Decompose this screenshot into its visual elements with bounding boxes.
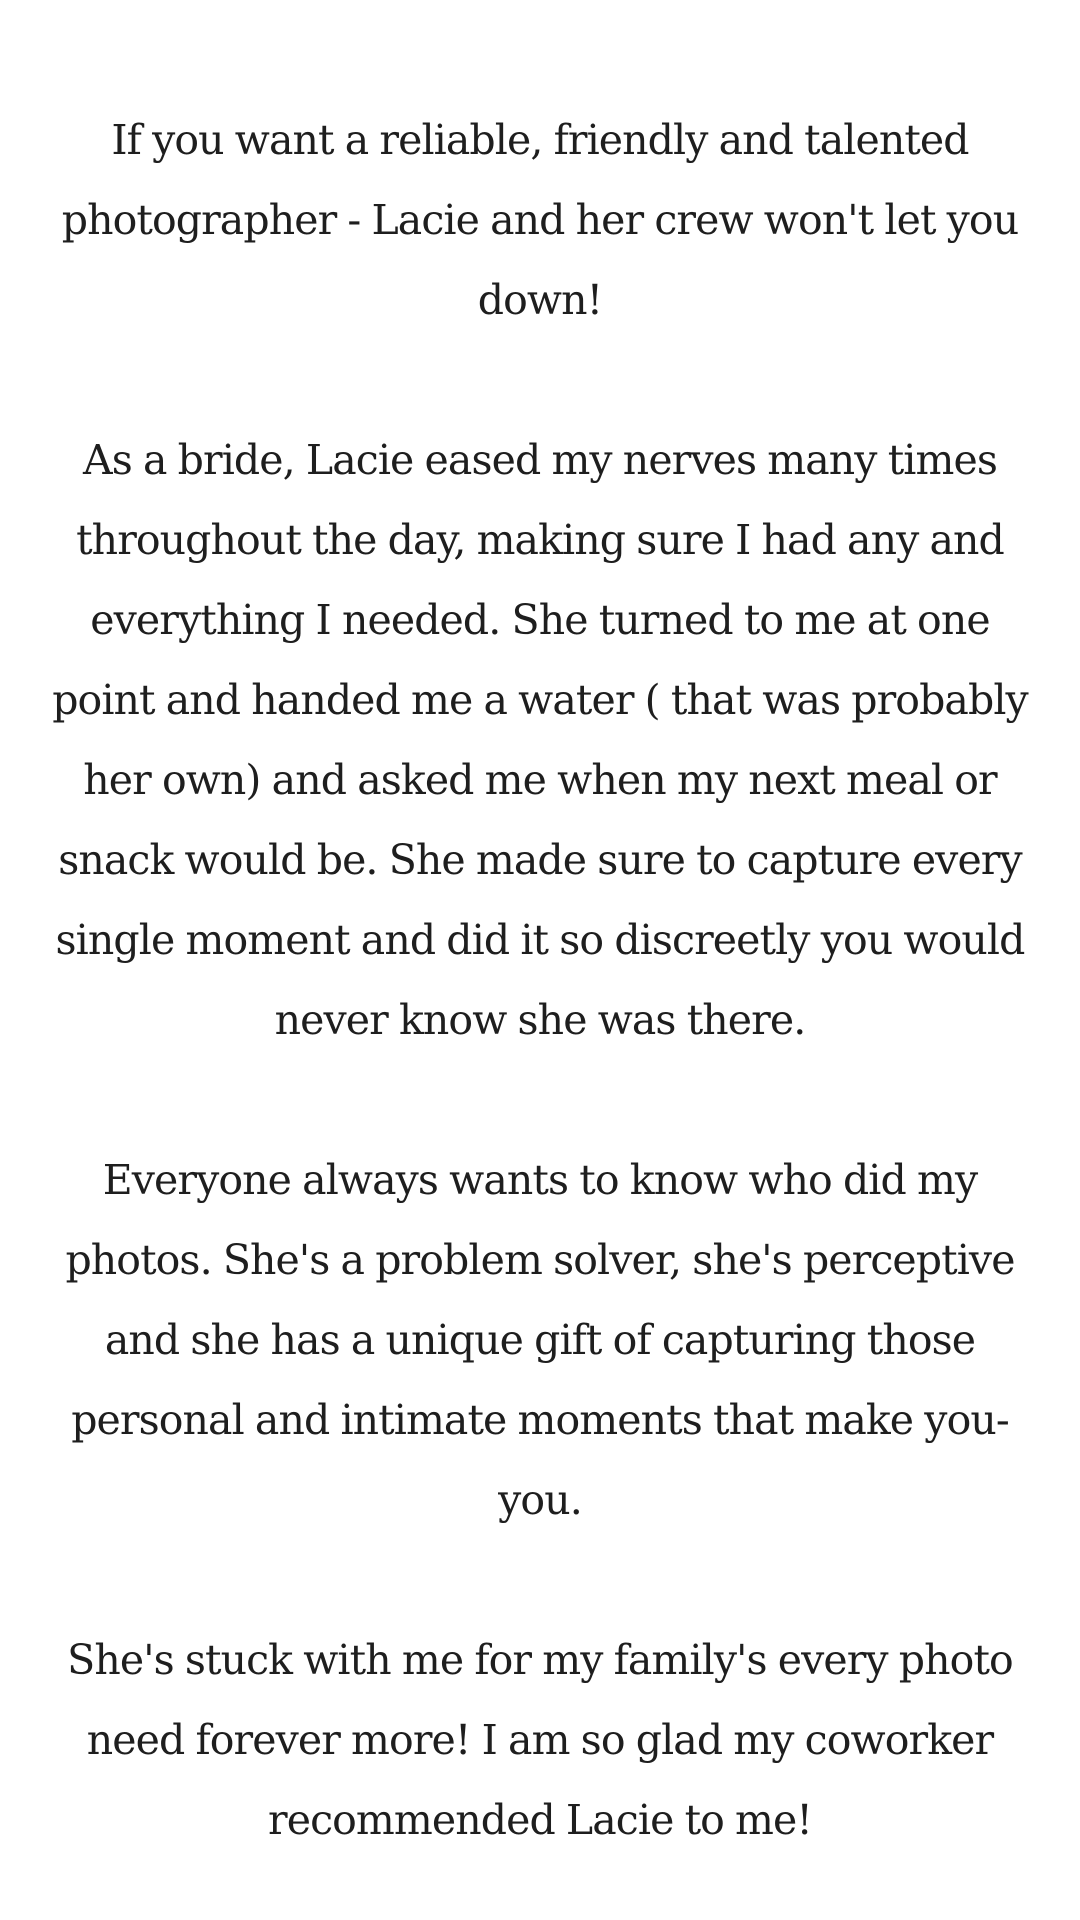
- testimonial-paragraph-wedding-day: As a bride, Lacie eased my nerves many times throughout the day, making sure I had any and everything I needed. She turned to me at one point and handed me a water ( that was probably her own) and asked me when my next meal or snack would be. She made sure to capture every single moment and did it so discreetly you would never know she was there.: [52, 436, 1028, 1044]
- testimonial-paragraph-photos: Everyone always wants to know who did my photos. She's a problem solver, she's perceptive and she has a unique gift of capturing those personal and intimate moments that make you- you.: [65, 1156, 1015, 1524]
- testimonial-paragraph-intro: If you want a reliable, friendly and talented photographer - Lacie and her crew won't let you down!: [61, 116, 1019, 324]
- testimonial-paragraph-closing: She's stuck with me for my family's every photo need forever more! I am so glad my coworker recommended Lacie to me!: [67, 1636, 1013, 1844]
